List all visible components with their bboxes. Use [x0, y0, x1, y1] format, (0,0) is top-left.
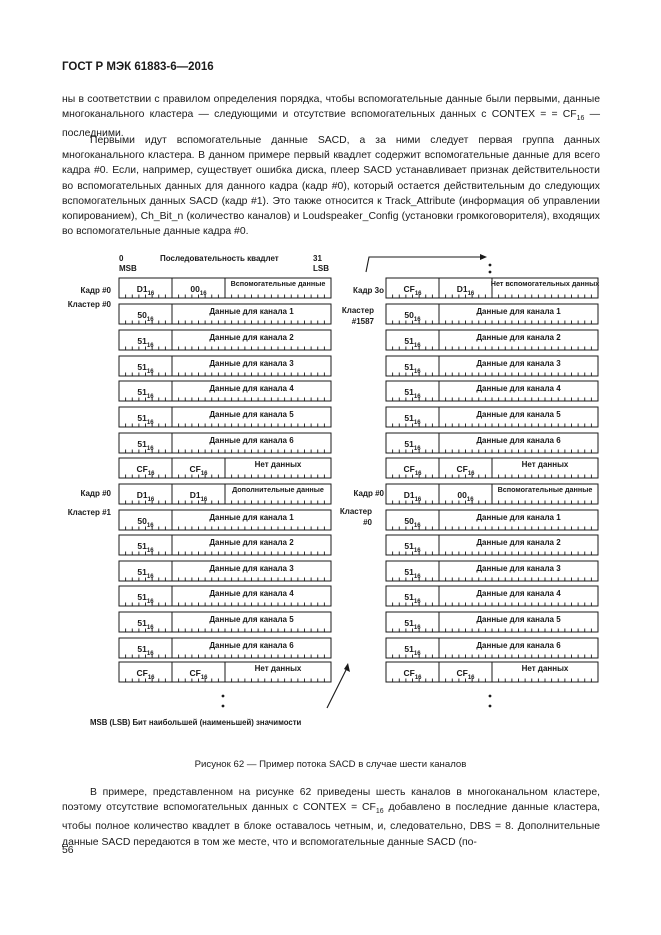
label-00: $00_{16}$	[457, 490, 474, 503]
channel-data-label: Данные для канала 6	[476, 436, 561, 445]
label-channel-prefix: $51_{16}$	[137, 439, 154, 452]
channel-data-label: Данные для канала 6	[476, 641, 561, 650]
left-cluster-0-label: Кластер #0	[67, 300, 111, 309]
label-channel-prefix: $51_{16}$	[404, 413, 421, 426]
no-aux-label: Нет вспомогательных данных	[490, 279, 600, 288]
paragraph-1-text: ны в соответствии с правилом определения порядка, чтобы вспомогательные данные были первыми, данные многоканального кластера — следующими и отсутствие вспомогательных данных с CONTEX = = CF	[62, 94, 600, 121]
channel-data-label: Данные для канала 3	[209, 564, 294, 573]
label-cf: $CF_{16}$	[403, 464, 422, 477]
continuation-dot	[489, 264, 492, 267]
channel-data-label: Данные для канала 5	[476, 615, 561, 624]
paragraph-2: Первыми идут вспомогательные данные SACD, а за ними следует первая группа данных многоканального кластера. В данном примере первый квадлет содержит вспомогательные данные для всего кадра #0. Если, например, существует ошибка диска, плеер SACD устанавливает признак действительности во вспомогательных данных для данного кадра (кадр #0), который остается действительным до следующих вспомогательных данных SACD (кадр #1). Это также относится к Track_Attribute (информация об управлении копированием), Ch_Bit_n (количество каналов) и Loudspeaker_Config (установки громкоговорителя), входящих во вспомогательные данные кадра #0.	[62, 135, 600, 238]
channel-data-label: Данные для канала 2	[476, 333, 561, 342]
label-cf: $CF_{16}$	[136, 668, 155, 681]
right-cluster-n-number: #1587	[351, 317, 374, 326]
label-channel-prefix: $50_{16}$	[404, 516, 421, 529]
channel-data-label: Данные для канала 4	[476, 589, 561, 598]
channel-data-label: Данные для канала 6	[209, 436, 294, 445]
pointer-arrow	[327, 668, 347, 708]
channel-data-label: Данные для канала 5	[209, 615, 294, 624]
extra-aux-label: Дополнительные данные	[232, 485, 324, 494]
page-number: 56	[62, 845, 74, 856]
channel-data-label: Данные для канала 2	[476, 538, 561, 547]
paragraph-1-end: — последними.	[62, 109, 600, 140]
label-channel-prefix: $51_{16}$	[137, 618, 154, 631]
channel-data-label: Данные для канала 1	[209, 307, 294, 316]
no-data-label: Нет данных	[521, 664, 569, 673]
msb-label: MSB	[119, 264, 137, 273]
right-cluster-0-label: Кластер	[339, 507, 372, 516]
continuation-dot	[489, 705, 492, 708]
paragraph-3-text: В примере, представленном на рисунке 62 приведены шесть каналов в многоканальном кластере, поэтому отсутствие вспомогательных данных с CONTEX = CF	[62, 787, 600, 814]
left-frame-0-label: Кадр #0	[80, 286, 111, 295]
label-cf: $CF_{16}$	[136, 464, 155, 477]
right-cluster-0-number: #0	[363, 518, 372, 527]
label-channel-prefix: $51_{16}$	[137, 413, 154, 426]
bit-31-label: 31	[313, 254, 322, 263]
label-cf: $CF_{16}$	[456, 464, 475, 477]
label-channel-prefix: $51_{16}$	[137, 541, 154, 554]
label-cf: $CF_{16}$	[456, 668, 475, 681]
no-data-label: Нет данных	[254, 460, 302, 469]
right-cluster-n-label: Кластер	[341, 306, 374, 315]
label-channel-prefix: $51_{16}$	[137, 644, 154, 657]
label-channel-prefix: $51_{16}$	[137, 336, 154, 349]
label-channel-prefix: $51_{16}$	[404, 439, 421, 452]
channel-data-label: Данные для канала 2	[209, 538, 294, 547]
channel-data-label: Данные для канала 1	[476, 307, 561, 316]
msb-lsb-legend: MSB (LSB) Бит наибольшей (наименьшей) значимости	[90, 718, 302, 727]
aux-data-label: Вспомогательные данные	[497, 485, 593, 494]
channel-data-label: Данные для канала 4	[209, 384, 294, 393]
label-channel-prefix: $51_{16}$	[404, 541, 421, 554]
label-channel-prefix: $51_{16}$	[404, 336, 421, 349]
channel-data-label: Данные для канала 3	[476, 564, 561, 573]
channel-data-label: Данные для канала 3	[209, 359, 294, 368]
continuation-dot	[222, 705, 225, 708]
channel-data-label: Данные для канала 4	[209, 589, 294, 598]
channel-data-label: Данные для канала 4	[476, 384, 561, 393]
bit-zero-label: 0	[119, 254, 124, 263]
channel-data-label: Данные для канала 3	[476, 359, 561, 368]
label-channel-prefix: $51_{16}$	[137, 387, 154, 400]
channel-data-label: Данные для канала 5	[476, 410, 561, 419]
label-d1: $D1_{16}$	[456, 284, 475, 297]
label-channel-prefix: $51_{16}$	[137, 362, 154, 375]
figure-caption: Рисунок 62 — Пример потока SACD в случае шести каналов	[194, 759, 467, 770]
paragraph-3-subscript: 16	[375, 808, 384, 816]
label-channel-prefix: $51_{16}$	[404, 592, 421, 605]
label-channel-prefix: $51_{16}$	[404, 362, 421, 375]
paragraph-3	[62, 785, 600, 850]
label-d1: $D1_{16}$	[189, 490, 208, 503]
label-00: $00_{16}$	[190, 284, 207, 297]
channel-data-label: Данные для канала 1	[476, 513, 561, 522]
continuation-dot	[489, 271, 492, 274]
document-header: ГОСТ Р МЭК 61883-6—2016	[62, 61, 214, 73]
left-frame-0b-label: Кадр #0	[80, 489, 111, 498]
no-data-label: Нет данных	[521, 460, 569, 469]
left-cluster-1-label: Кластер #1	[67, 508, 111, 517]
lsb-label: LSB	[313, 264, 329, 273]
aux-data-label: Вспомогательные данные	[230, 279, 326, 288]
continuation-dot	[222, 695, 225, 698]
label-cf: $CF_{16}$	[403, 284, 422, 297]
label-channel-prefix: $51_{16}$	[404, 644, 421, 657]
label-channel-prefix: $51_{16}$	[137, 592, 154, 605]
label-channel-prefix: $50_{16}$	[137, 310, 154, 323]
label-cf: $CF_{16}$	[189, 668, 208, 681]
wrap-arrow-head	[480, 254, 487, 260]
no-data-label: Нет данных	[254, 664, 302, 673]
label-d1: $D1_{16}$	[403, 490, 422, 503]
wrap-arrow	[366, 257, 482, 272]
channel-data-label: Данные для канала 6	[209, 641, 294, 650]
label-channel-prefix: $51_{16}$	[404, 567, 421, 580]
continuation-dot	[489, 695, 492, 698]
label-cf: $CF_{16}$	[403, 668, 422, 681]
label-d1: $D1_{16}$	[136, 490, 155, 503]
right-frame-0-label: Кадр #0	[353, 489, 384, 498]
pointer-arrow-head	[344, 663, 350, 672]
label-channel-prefix: $51_{16}$	[404, 618, 421, 631]
label-channel-prefix: $51_{16}$	[137, 567, 154, 580]
label-channel-prefix: $50_{16}$	[404, 310, 421, 323]
channel-data-label: Данные для канала 2	[209, 333, 294, 342]
paragraph-1-subscript: 16	[576, 115, 585, 123]
label-channel-prefix: $51_{16}$	[404, 387, 421, 400]
paragraph-3-end: добавлено в последние данные кластера, чтобы полное количество квадлет в блоке оставалось четным, и, следовательно, DBS = 8. Дополнительные данные SACD передаются в том же месте, что и вспомогательные данные SACD (по-	[62, 802, 601, 848]
label-d1: $D1_{16}$	[136, 284, 155, 297]
label-channel-prefix: $50_{16}$	[137, 516, 154, 529]
right-frame-n-label: Кадр 3о	[353, 286, 384, 295]
label-cf: $CF_{16}$	[189, 464, 208, 477]
channel-data-label: Данные для канала 5	[209, 410, 294, 419]
channel-data-label: Данные для канала 1	[209, 513, 294, 522]
quadlet-sequence-title: Последовательность квадлет	[160, 254, 279, 263]
